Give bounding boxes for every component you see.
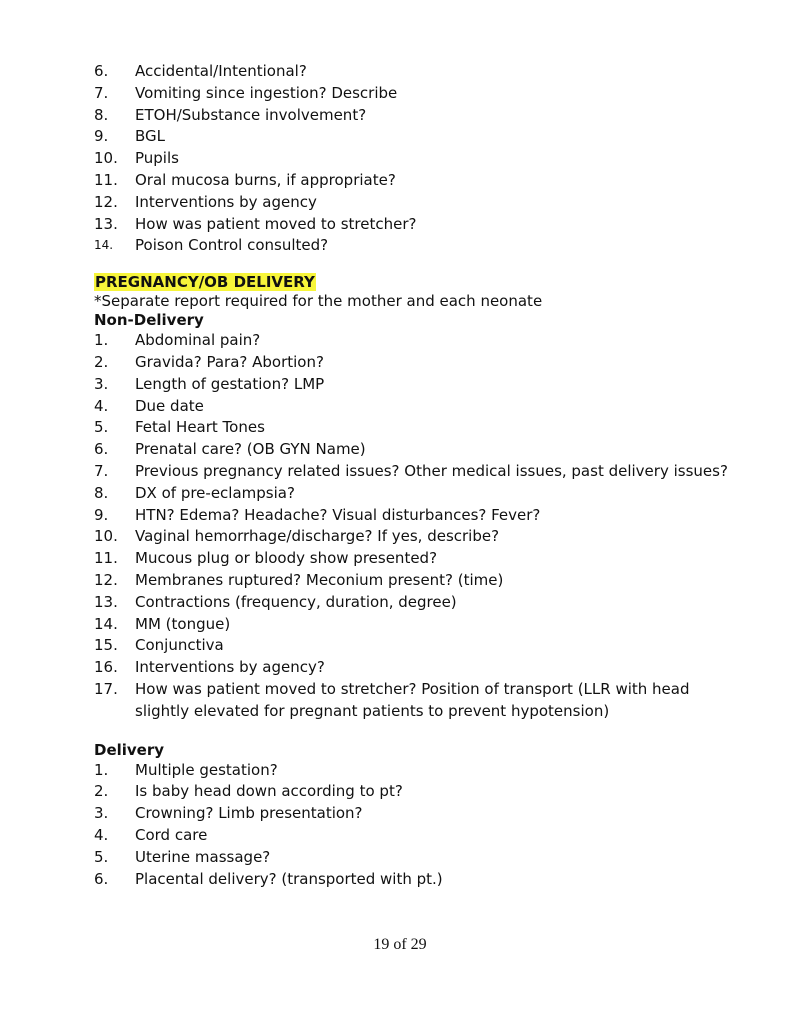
non-delivery-list [94, 330, 734, 722]
list-item-number: 4. [94, 825, 109, 844]
list-item-number: 2. [94, 352, 109, 371]
delivery-heading: Delivery [94, 740, 165, 759]
list-item-number: 5. [94, 847, 109, 866]
page-content [94, 61, 734, 890]
list-item-number: 1. [94, 331, 109, 350]
list-item [94, 635, 734, 657]
list-item-number: 2. [94, 782, 109, 801]
list-item-text: Gravida? Para? Abortion? [135, 352, 324, 371]
list-item-text: ETOH/Substance involvement? [135, 105, 367, 124]
list-item [94, 760, 734, 782]
list-item-number: 12. [94, 192, 118, 211]
list-item-number: 15. [94, 636, 118, 655]
list-item [94, 461, 734, 483]
list-item [94, 126, 734, 148]
list-item [94, 83, 734, 105]
list-item [94, 330, 734, 352]
list-item-text: Oral mucosa burns, if appropriate? [135, 170, 396, 189]
list-item-text: Prenatal care? (OB GYN Name) [135, 440, 366, 459]
list-item [94, 869, 734, 891]
list-item [94, 592, 734, 614]
list-item-number: 13. [94, 592, 118, 611]
section-title [94, 272, 734, 292]
list-item-number: 16. [94, 658, 118, 677]
page-number: 19 of 29 [373, 936, 427, 953]
list-item [94, 505, 734, 527]
list-item [94, 235, 734, 257]
list-item-number: 9. [94, 505, 109, 524]
list-item-number: 11. [94, 549, 118, 568]
list-item [94, 148, 734, 170]
list-item-number: 10. [94, 149, 118, 168]
list-item-text: DX of pre-eclampsia? [135, 483, 295, 502]
list-item-number: 6. [94, 869, 109, 888]
list-item-number: 11. [94, 170, 118, 189]
list-item-text: BGL [135, 127, 166, 146]
list-item-text: Multiple gestation? [135, 760, 278, 779]
list-item-number: 10. [94, 527, 118, 546]
list-item-number: 8. [94, 105, 109, 124]
list-item-number: 13. [94, 214, 118, 233]
list-item-text: Placental delivery? (transported with pt.) [135, 869, 443, 888]
list-item-text: Mucous plug or bloody show presented? [135, 549, 438, 568]
list-item [94, 825, 734, 847]
list-item-number: 14. [94, 614, 118, 633]
section-note: *Separate report required for the mother and each neonate [94, 292, 543, 311]
list-item-text: Poison Control consulted? [135, 236, 329, 255]
non-delivery-heading: Non-Delivery [94, 311, 204, 330]
list-item-number: 7. [94, 461, 109, 480]
list-item-text: Membranes ruptured? Meconium present? (time) [135, 570, 504, 589]
list-item-text: Cord care [135, 825, 208, 844]
list-item [94, 679, 734, 723]
list-item [94, 417, 734, 439]
list-item-text: MM (tongue) [135, 614, 231, 633]
list-item-number: 4. [94, 396, 109, 415]
list-item-text: How was patient moved to stretcher? Position of transport (LLR with head slightly elevated for pregnant patients to prevent hypotension) [135, 679, 690, 720]
section-title-text: PREGNANCY/OB DELIVERY [95, 273, 315, 292]
list-item-number: 12. [94, 570, 118, 589]
list-item-number: 14. [94, 238, 114, 253]
list-item [94, 657, 734, 679]
list-item-number: 1. [94, 760, 109, 779]
list-item-text: Crowning? Limb presentation? [135, 804, 363, 823]
list-item [94, 105, 734, 127]
list-item [94, 396, 734, 418]
list-item [94, 439, 734, 461]
list-item-text: Contractions (frequency, duration, degree) [135, 592, 457, 611]
list-item [94, 352, 734, 374]
list-item-text: Vomiting since ingestion? Describe [135, 83, 398, 102]
list-item-text: How was patient moved to stretcher? [135, 214, 417, 233]
list-item [94, 170, 734, 192]
list-item-number: 5. [94, 418, 109, 437]
list-item-text: Previous pregnancy related issues? Other medical issues, past delivery issues? [135, 461, 728, 480]
toxicology-questions-list [94, 61, 734, 257]
list-item [94, 847, 734, 869]
list-item [94, 214, 734, 236]
list-item-number: 17. [94, 679, 118, 698]
list-item-text: Fetal Heart Tones [135, 418, 265, 437]
list-item [94, 803, 734, 825]
list-item-text: Accidental/Intentional? [135, 62, 307, 80]
list-item-text: Conjunctiva [135, 636, 224, 655]
list-item [94, 781, 734, 803]
list-item-number: 9. [94, 127, 109, 146]
list-item-text: Pupils [135, 149, 179, 168]
list-item-number: 6. [94, 440, 109, 459]
list-item-number: 3. [94, 804, 109, 823]
delivery-list [94, 760, 734, 891]
list-item [94, 548, 734, 570]
list-item [94, 526, 734, 548]
list-item-number: 6. [94, 62, 109, 80]
list-item-text: Uterine massage? [135, 847, 271, 866]
list-item-text: HTN? Edema? Headache? Visual disturbances? Fever? [135, 505, 541, 524]
list-item-text: Abdominal pain? [135, 331, 261, 350]
list-item-text: Is baby head down according to pt? [135, 782, 403, 801]
list-item-text: Length of gestation? LMP [135, 374, 325, 393]
list-item-number: 3. [94, 374, 109, 393]
list-item [94, 483, 734, 505]
list-item-number: 7. [94, 83, 109, 102]
list-item [94, 192, 734, 214]
list-item-number: 8. [94, 483, 109, 502]
list-item-text: Interventions by agency [135, 192, 317, 211]
list-item-text: Interventions by agency? [135, 658, 325, 677]
list-item [94, 374, 734, 396]
list-item-text: Due date [135, 396, 204, 415]
list-item [94, 61, 734, 83]
list-item [94, 614, 734, 636]
list-item [94, 570, 734, 592]
list-item-text: Vaginal hemorrhage/discharge? If yes, describe? [135, 527, 500, 546]
